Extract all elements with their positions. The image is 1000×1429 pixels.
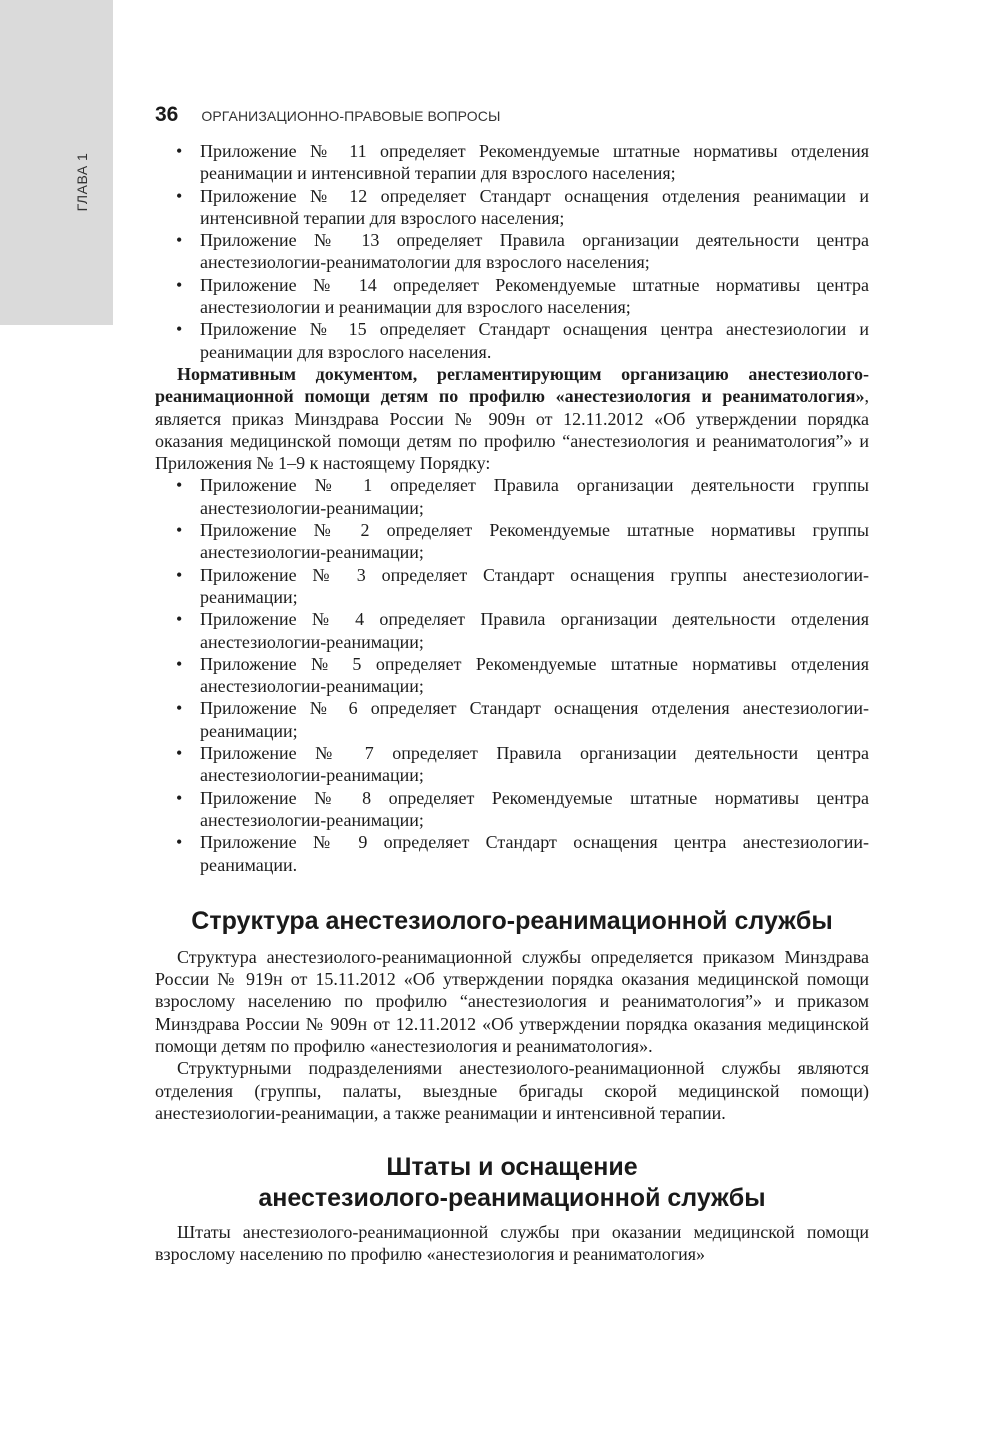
list-item (155, 697, 869, 742)
list-item-text: Приложение № 14 определяет Рекомендуемые штатные нормативы центра анестезиологии и реанимации для взрослого населения; (200, 274, 869, 318)
list-item (155, 831, 869, 876)
section-heading-staff (155, 1152, 869, 1214)
list-item (155, 474, 869, 519)
section-heading-structure: Структура анестезиолого-реанимационной службы (191, 906, 833, 935)
chapter-label: ГЛАВА 1 (74, 152, 90, 212)
bullet-icon: • (176, 274, 183, 295)
list-item (155, 653, 869, 698)
children-order-text: , является приказ Минздрава России № 909н от 12.11.2012 «Об утверждении порядка оказания медицинской помощи детям по профилю “анестезиология и реаниматология”» и Приложения № 1–9 к настоящему Порядку: (155, 386, 869, 474)
list-item-text: Приложение № 6 определяет Стандарт оснащения отделения анестезиологии-реанимации; (200, 698, 869, 741)
bullet-icon: • (176, 743, 183, 764)
chapter-side-tab (0, 0, 113, 325)
section-heading-line: Штаты и оснащение (386, 1153, 638, 1182)
list-item-text: Приложение № 1 определяет Правила организации деятельности группы анестезиологии-реанимации; (200, 475, 869, 518)
list-item-text: Приложение № 13 определяет Правила организации деятельности центра анестезиологии-реаниматологии для взрослого населения; (200, 230, 869, 273)
bullet-icon: • (176, 564, 183, 585)
bullet-icon: • (176, 475, 183, 496)
bullet-icon: • (176, 319, 183, 340)
structure-paragraph: Структура анестезиолого-реанимационной службы определяется приказом Минздрава России № 919н от 15.11.2012 «Об утверждении порядка оказания медицинской помощи взрослому населению по профилю “анестезиология и реаниматология”» и приказом Минздрава России № 909н от 12.11.2012 «Об утверждении порядка оказания медицинской помощи детям по профилю «анестезиология и реаниматология». (155, 946, 869, 1056)
list-item (155, 519, 869, 564)
bullet-icon: • (176, 698, 183, 719)
staff-paragraph: Штаты анестезиолого-реанимационной службы при оказании медицинской помощи взрослому населению по профилю «анестезиология и реаниматология» (155, 1222, 869, 1265)
list-item-text: Приложение № 5 определяет Рекомендуемые штатные нормативы отделения анестезиологии-реанимации; (200, 653, 869, 697)
page-number: 36 (155, 103, 179, 126)
list-item-text: Приложение № 2 определяет Рекомендуемые штатные нормативы группы анестезиологии-реанимации; (200, 520, 869, 563)
adult-appendix-list (155, 140, 869, 363)
list-item (155, 274, 869, 319)
page-body (155, 140, 869, 1266)
list-item (155, 742, 869, 787)
list-item-text: Приложение № 12 определяет Стандарт оснащения отделения реанимации и интенсивной терапии для взрослого населения; (200, 185, 869, 228)
bullet-icon: • (176, 653, 183, 674)
bullet-icon: • (176, 832, 183, 853)
running-header (155, 103, 501, 127)
section-heading-line: анестезиолого-реанимационной службы (258, 1184, 766, 1213)
list-item-text: Приложение № 3 определяет Стандарт оснащения группы анестезиологии-реанимации; (200, 564, 869, 607)
list-item (155, 608, 869, 653)
structure-paragraph: Структурными подразделениями анестезиолого-реанимационной службы являются отделения (группы, палаты, выездные бригады скорой медицинской помощи) анестезиологии-реанимации, а также реанимации и интенсивной терапии. (155, 1058, 869, 1123)
list-item-text: Приложение № 8 определяет Рекомендуемые штатные нормативы центра анестезиологии-реанимации; (200, 787, 869, 830)
bullet-icon: • (176, 787, 183, 808)
list-item-text: Приложение № 4 определяет Правила организации деятельности отделения анестезиологии-реанимации; (200, 609, 869, 652)
bullet-icon: • (176, 141, 183, 161)
list-item (155, 318, 869, 363)
list-item-text: Приложение № 11 определяет Рекомендуемые штатные нормативы отделения реанимации и интенсивной терапии для взрослого населения; (200, 141, 869, 184)
list-item (155, 564, 869, 609)
bullet-icon: • (176, 230, 183, 251)
children-order-lead: Нормативным документом, регламентирующим организацию анестезиолого-реанимационной помощи детям по профилю «анестезиология и реаниматология» (155, 363, 869, 407)
list-item (155, 787, 869, 832)
bullet-icon: • (176, 520, 183, 541)
list-item-text: Приложение № 7 определяет Правила организации деятельности центра анестезиологии-реанимации; (200, 743, 869, 786)
bullet-icon: • (176, 185, 183, 206)
list-item (155, 140, 869, 185)
list-item-text: Приложение № 15 определяет Стандарт оснащения центра анестезиологии и реанимации для взрослого населения. (200, 319, 869, 362)
running-title: ОРГАНИЗАЦИОННО-ПРАВОВЫЕ ВОПРОСЫ (201, 108, 501, 124)
children-appendix-list (155, 474, 869, 875)
children-order-paragraph (155, 363, 869, 474)
bullet-icon: • (176, 609, 183, 630)
list-item-text: Приложение № 9 определяет Стандарт оснащения центра анестезиологии-реанимации. (200, 832, 869, 875)
list-item (155, 185, 869, 230)
list-item (155, 229, 869, 274)
